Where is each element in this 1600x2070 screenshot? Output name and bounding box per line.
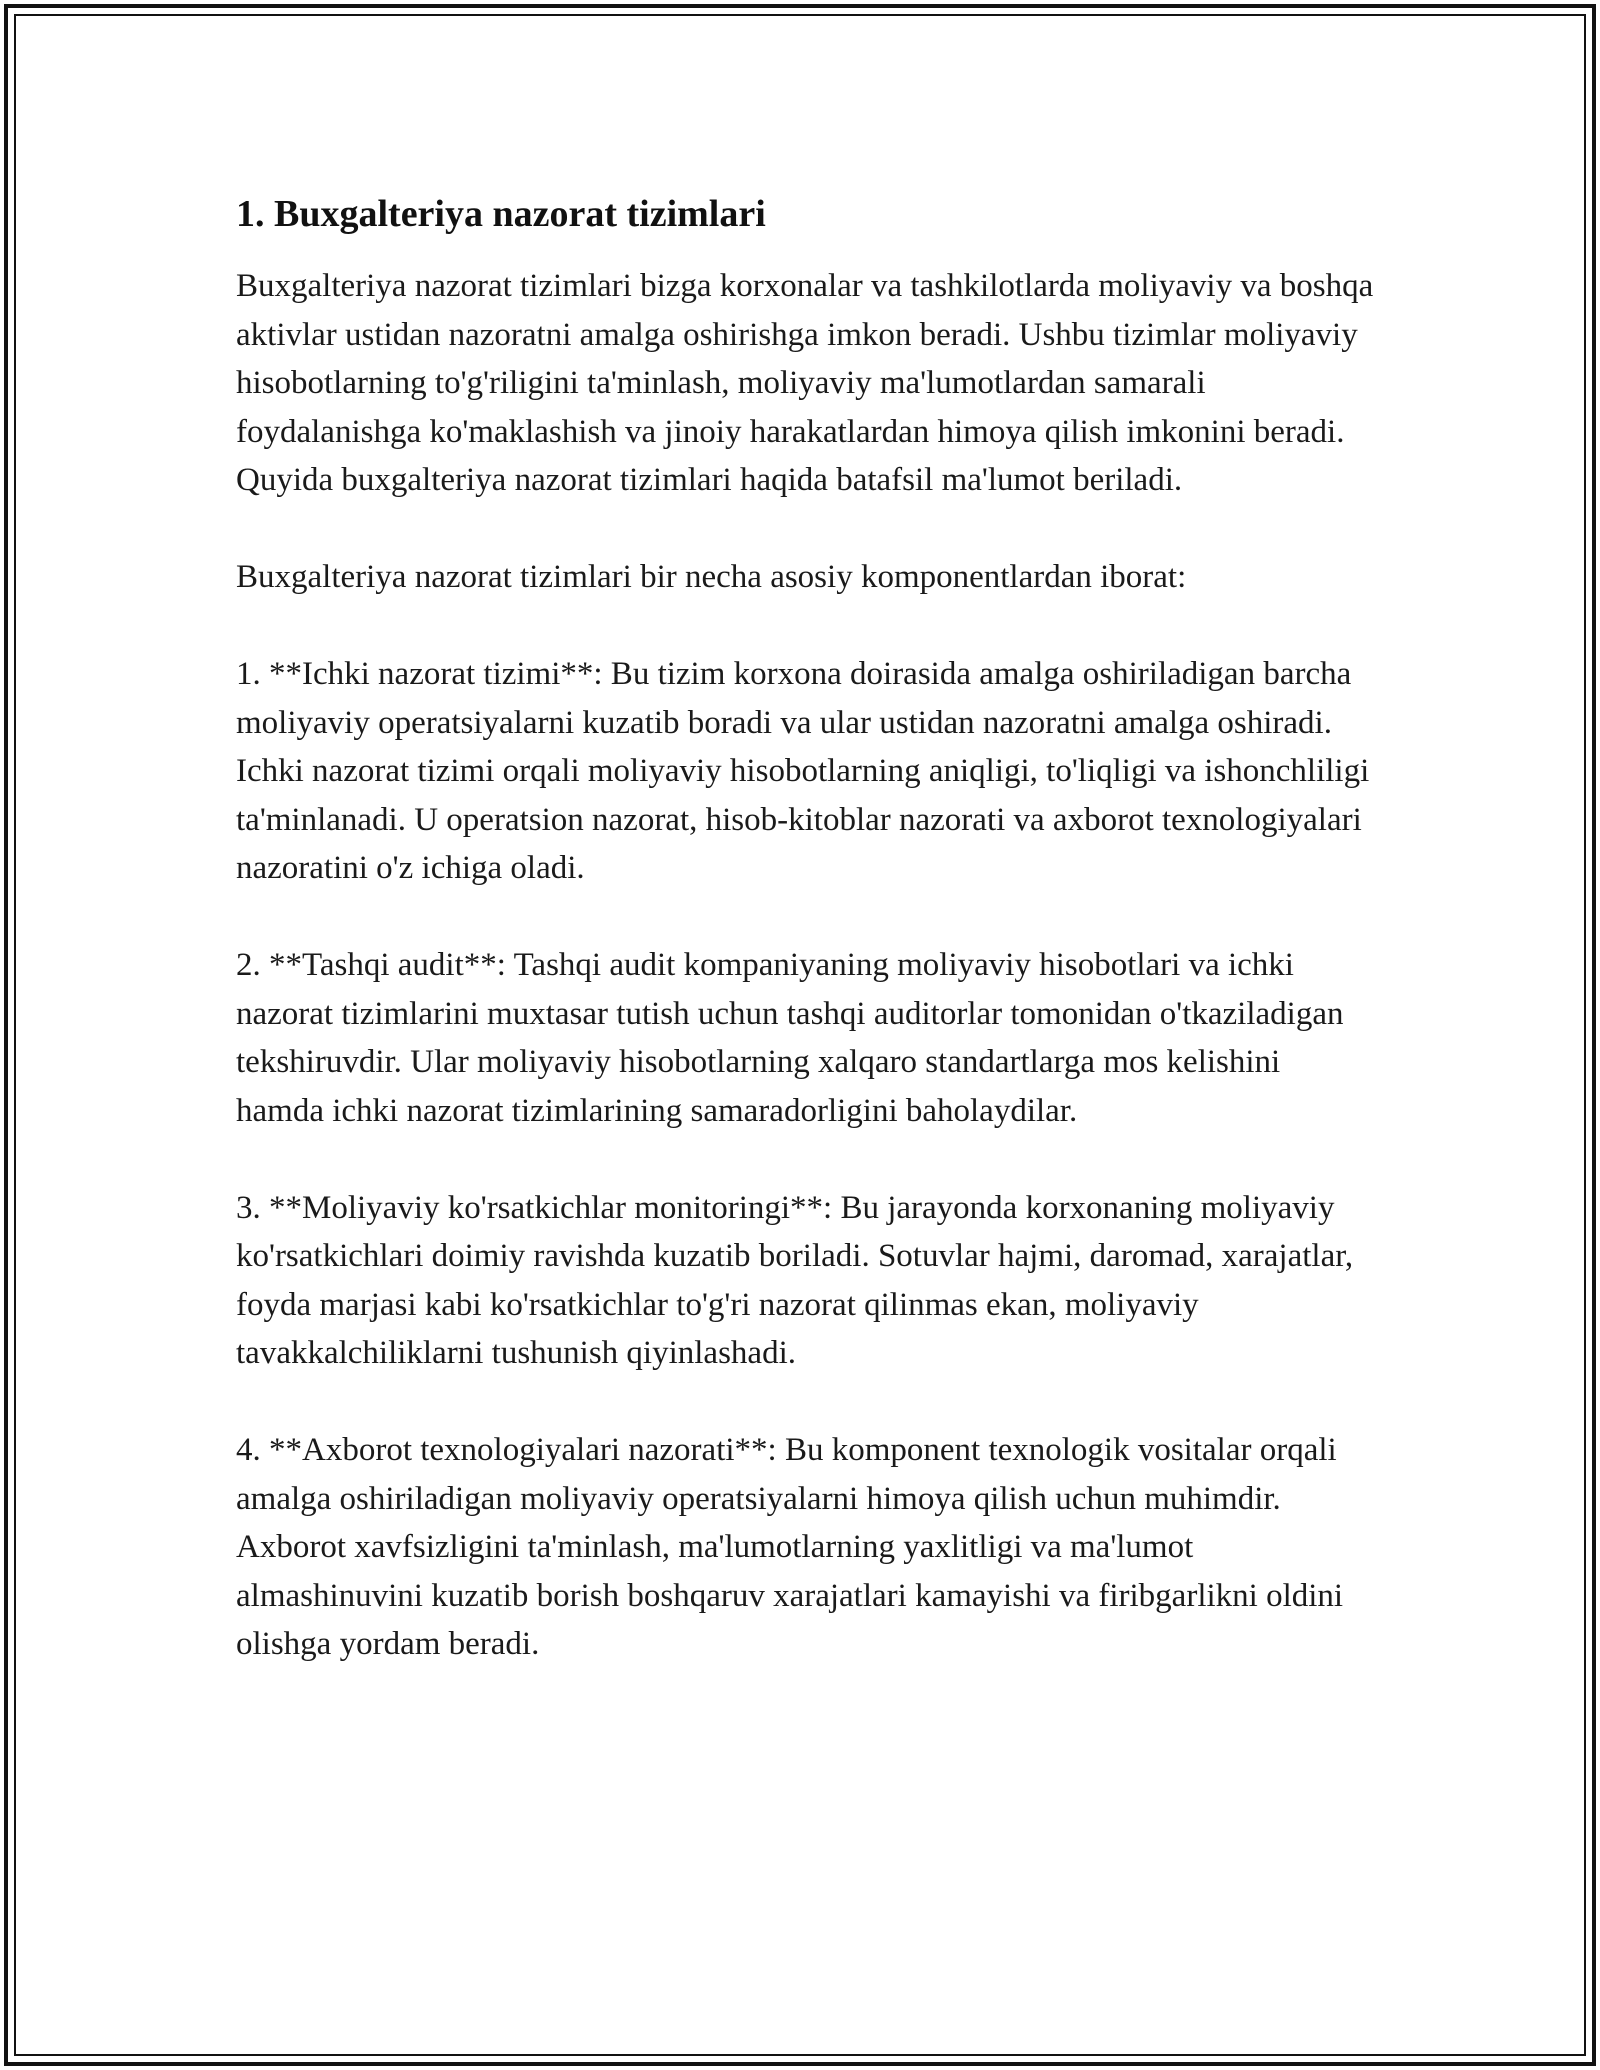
section-title: 1. Buxgalteriya nazorat tizimlari xyxy=(236,193,766,235)
list-item-it-control: 4. **Axborot texnologiyalari nazorati**: Bu komponent texnologik vositalar orqali amalga oshiriladigan moliyaviy operatsiyalarni himoya qilish uchun muhimdir. Axborot xavfsizligini ta'minlash, ma'lumotlarning yaxlitligi va ma'lumot almashinuvini kuzatib borish boshqaruv xarajatlari kamayishi va firibgarlikni oldini olishga yordam beradi. xyxy=(236,1432,1344,1662)
list-item-external-audit: 2. **Tashqi audit**: Tashqi audit kompaniyaning moliyaviy hisobotlari va ichki nazorat tizimlarini muxtasar tutish uchun tashqi auditorlar tomonidan o'tkaziladigan tekshiruvdir. Ular moliyaviy hisobotlarning xalqaro standartlarga mos kelishini hamda ichki nazorat tizimlarining samaradorligini baholaydilar. xyxy=(236,947,1344,1129)
list-item-financial-monitoring: 3. **Moliyaviy ko'rsatkichlar monitoringi**: Bu jarayonda korxonaning moliyaviy ko'rsatkichlari doimiy ravishda kuzatib boriladi. Sotuvlar hajmi, daromad, xarajatlar, foyda marjasi kabi ko'rsatkichlar to'g'ri nazorat qilinmas ekan, moliyaviy tavakkalchiliklarni tushunish qiyinlashadi. xyxy=(236,1189,1354,1371)
components-intro-paragraph: Buxgalteriya nazorat tizimlari bir necha asosiy komponentlardan iborat: xyxy=(236,559,1187,595)
list-item-internal-control: 1. **Ichki nazorat tizimi**: Bu tizim korxona doirasida amalga oshiriladigan barcha moliyaviy operatsiyalarni kuzatib boradi va ular ustidan nazoratni amalga oshiradi. Ichki nazorat tizimi orqali moliyaviy hisobotlarning aniqligi, to'liqligi va ishonchliligi ta'minlanadi. U operatsion nazorat, hisob-kitoblar nazorati va axborot texnologiyalari nazoratini o'z ichiga oladi. xyxy=(236,656,1370,886)
document-body xyxy=(236,190,1376,1717)
intro-paragraph: Buxgalteriya nazorat tizimlari bizga korxonalar va tashkilotlarda moliyaviy va boshqa aktivlar ustidan nazoratni amalga oshirishga imkon beradi. Ushbu tizimlar moliyaviy hisobotlarning to'g'riligini ta'minlash, moliyaviy ma'lumotlardan samarali foydalanishga ko'maklashish va jinoiy harakatlardan himoya qilish imkonini beradi. Quyida buxgalteriya nazorat tizimlari haqida batafsil ma'lumot beriladi. xyxy=(236,268,1374,498)
